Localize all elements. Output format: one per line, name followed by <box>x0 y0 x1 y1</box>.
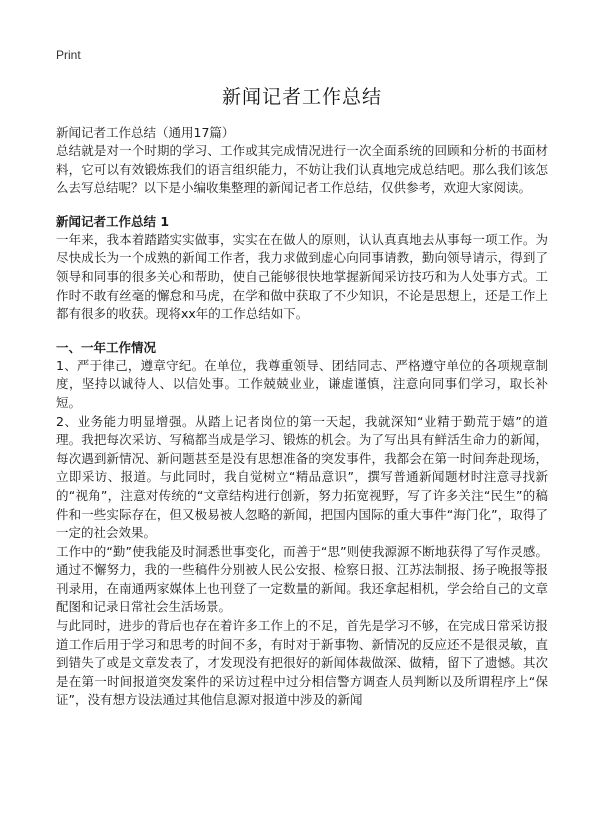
list-item-paragraph: 1、严于律己，遵章守纪。在单位，我尊重领导、团结同志、严格遵守单位的各项规章制度，坚持以诚待人、以信处事。工作兢兢业业，谦虚谨慎，注意向同事们学习，取长补短。 <box>56 357 548 410</box>
intro-paragraph: 总结就是对一个时期的学习、工作或其完成情况进行一次全面系统的回顾和分析的书面材料，它可以有效锻炼我们的语言组织能力，不妨让我们认真地完成总结吧。那么我们该怎么去写总结呢？以下是小编收集整理的新闻记者工作总结，仅供参考，欢迎大家阅读。 <box>56 143 548 196</box>
subsection-heading: 一、一年工作情况 <box>56 339 157 355</box>
document-subtitle: 新闻记者工作总结（通用17篇） <box>56 125 235 140</box>
body-paragraph: 工作中的“勤”使我能及时洞悉世事变化，而善于“思”则使我源源不断地获得了写作灵感。通过不懈努力，我的一些稿件分别被人民公安报、检察日报、江苏法制报、扬子晚报等报刊录用，在南通两家媒体上也刊登了一定数量的新闻。我还拿起相机，学会给自己的文章配图和记录日常社会生活场景。 <box>56 543 548 615</box>
list-item-paragraph: 2、业务能力明显增强。从踏上记者岗位的第一天起，我就深知“业精于勤荒于嬉”的道理。我把每次采访、写稿都当成是学习、锻炼的机会。为了写出具有鲜活生命力的新闻，每次遇到新情况、新问题甚至是没有思想准备的突发事件，我都会在第一时间奔赴现场，立即采访、报道。与此同时，我自觉树立“精品意识”，撰写普通新闻题材时注意寻找新的“视角”，注意对传统的“文章结构进行创新，努力拓宽视野，写了许多关注“民生”的稿件和一些实际存在，但又极易被人忽略的新闻，把国内国际的重大事件“海门化”，取得了一定的社会效果。 <box>56 413 548 541</box>
body-paragraph: 与此同时，进步的背后也存在着许多工作上的不足，首先是学习不够，在完成日常采访报道工作后用于学习和思考的时间不多，有时对于新事物、新情况的反应还不是很灵敏，直到错失了或是文章发表了，才发现没有把很好的新闻体裁做深、做精，留下了遗憾。其次是在第一时间报道突发案件的采访过程中过分相信警方调查人员判断以及所谓程序上“保证”，没有想方设法通过其他信息源对报道中涉及的新闻 <box>56 618 548 708</box>
section-heading: 新闻记者工作总结 1 <box>56 213 170 229</box>
print-link[interactable]: Print <box>56 48 81 62</box>
section-paragraph: 一年来，我本着踏踏实实做事，实实在在做人的原则，认认真真地去从事每一项工作。为尽快成长为一个成熟的新闻工作者，我力求做到虚心向同事请教，勤向领导请示，得到了领导和同事的很多关心和帮助，使自己能够很快地掌握新闻采访技巧和为人处事方式。工作时不敢有丝毫的懈怠和马虎，在学和做中获取了不少知识，不论是思想上，还是工作上都有很多的收获。现将xx年的工作总结如下。 <box>56 231 548 322</box>
page-title: 新闻记者工作总结 <box>221 86 382 108</box>
